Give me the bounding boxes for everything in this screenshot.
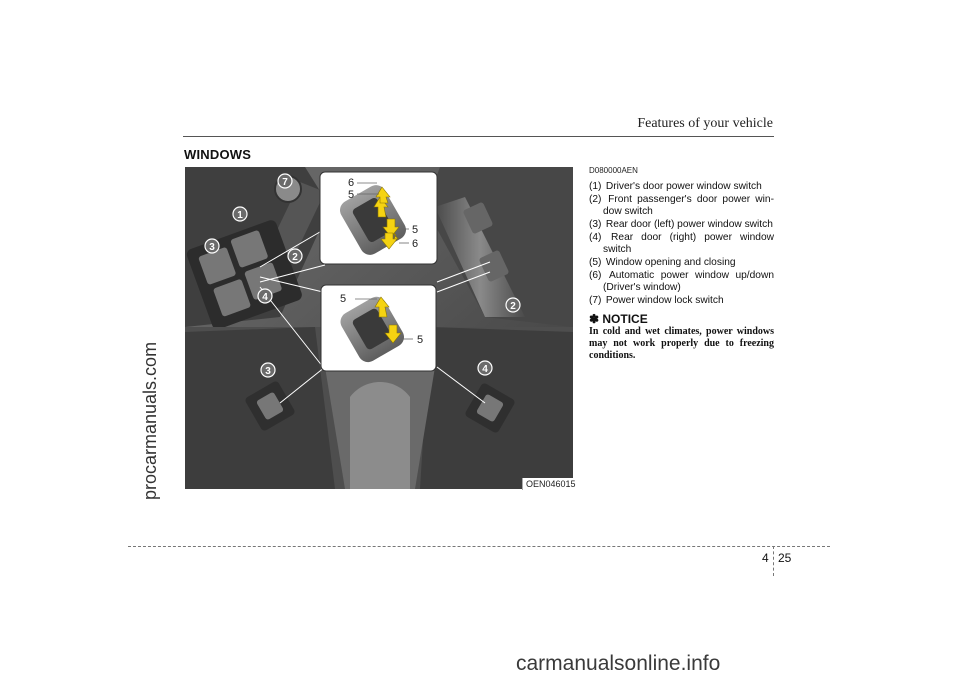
- list-item-number: (5): [589, 257, 602, 268]
- figure-illustration: [185, 167, 573, 489]
- callout-3: 3: [209, 242, 215, 253]
- list-item: [589, 270, 774, 294]
- zoom-box-driver-switch: [320, 172, 437, 264]
- list-item-number: (2): [589, 194, 602, 205]
- notice-title: ✽ NOTICE: [589, 312, 648, 326]
- footer-rule: [128, 546, 830, 547]
- list-item-number: (3): [589, 219, 602, 230]
- figure-code: OEN046015: [522, 478, 579, 490]
- list-item: [589, 194, 774, 218]
- zoom-label-5: 5: [339, 293, 347, 305]
- list-item-text: Rear door (right) power window switch: [603, 232, 774, 255]
- zoom-label-5: 5: [416, 334, 424, 346]
- list-item: [589, 295, 774, 307]
- callout-2: 2: [292, 252, 298, 263]
- callout-1: 1: [237, 210, 243, 221]
- callout-4: 4: [482, 364, 488, 375]
- list-item: [589, 257, 774, 269]
- header-rule: [183, 136, 774, 137]
- list-item: [589, 181, 774, 193]
- footer-divider: [773, 546, 774, 576]
- list-item-number: (1): [589, 181, 602, 192]
- zoom-label-5: 5: [411, 224, 419, 236]
- switch-list: [589, 181, 774, 308]
- zoom-label-6: 6: [411, 238, 419, 250]
- watermark-bottom: carmanualsonline.info: [516, 652, 721, 675]
- zoom-label-5: 5: [347, 189, 355, 201]
- windows-figure: [185, 167, 573, 489]
- list-item-text: Driver's door power window switch: [605, 181, 762, 192]
- header-title: Features of your vehicle: [637, 116, 773, 131]
- section-title: WINDOWS: [184, 147, 252, 162]
- list-item-number: (7): [589, 295, 602, 306]
- list-item: [589, 219, 774, 231]
- list-item-text: Rear door (left) power window switch: [605, 219, 773, 230]
- list-item-text: Automatic power window up/down (Driver's window): [603, 270, 774, 293]
- list-item-text: Power window lock switch: [605, 295, 724, 306]
- content-code: D080000AEN: [589, 166, 638, 175]
- page-number: 25: [778, 551, 792, 565]
- callout-4: 4: [262, 292, 268, 303]
- list-item-number: (6): [589, 270, 602, 281]
- list-item-text: Window opening and closing: [605, 257, 736, 268]
- list-item-number: (4): [589, 232, 602, 243]
- zoom-box-passenger-switch: [321, 285, 436, 371]
- callout-3: 3: [265, 366, 271, 377]
- callout-7: 7: [282, 177, 288, 188]
- callout-2: 2: [510, 301, 516, 312]
- zoom-label-6: 6: [347, 177, 355, 189]
- notice-body: In cold and wet climates, power windows may not work properly due to freezing conditions.: [589, 326, 774, 361]
- watermark-left: procarmanuals.com: [140, 341, 160, 500]
- list-item: [589, 232, 774, 256]
- page-chapter: 4: [762, 551, 769, 565]
- list-item-text: Front passenger's door power win- dow switch: [603, 194, 774, 217]
